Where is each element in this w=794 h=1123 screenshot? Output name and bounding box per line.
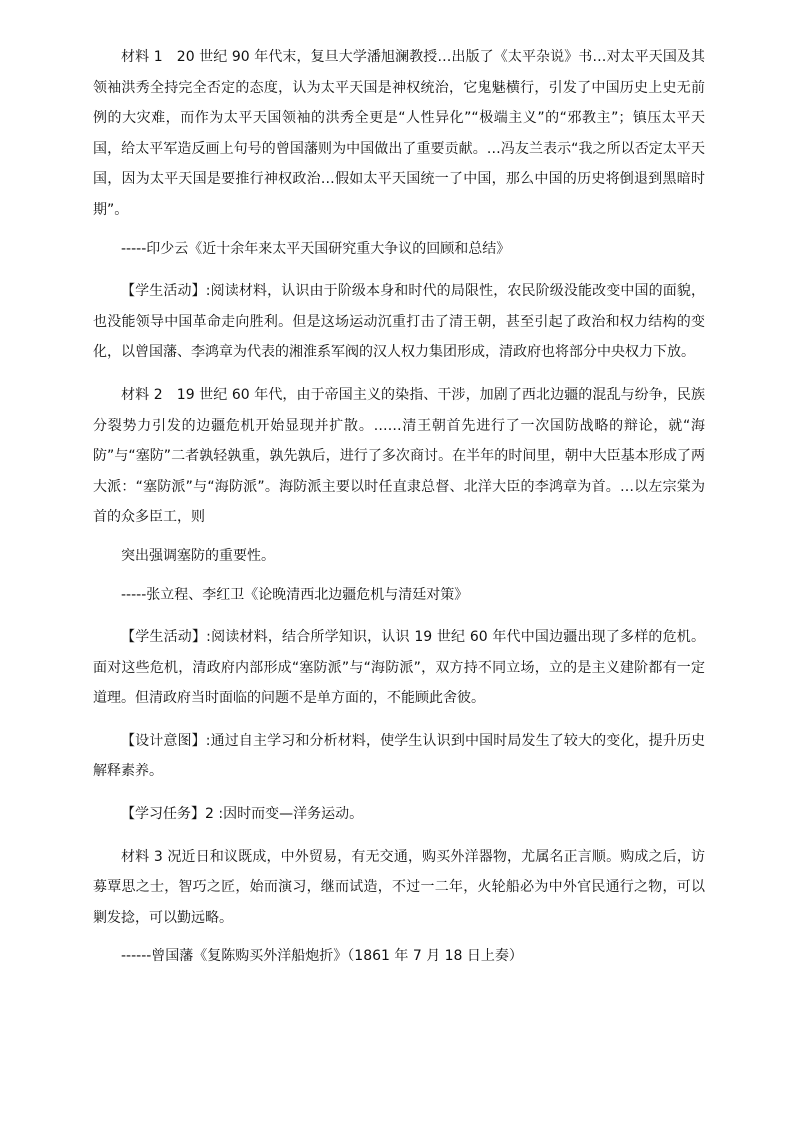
material-3-source: ------曾国藩《复陈购买外洋船炮折》（1861 年 7 月 18 日上奏） (121, 948, 523, 965)
design-intent-paragraph (93, 726, 705, 787)
student-activity-1-text: :阅读材料，认识由于阶级本身和时代的局限性，农民阶级没能改变中国的面貌，也没能领导中国革命走向胜利。但是这场运动沉重打击了清王朝，甚至引起了政治和权力结构的变化，以曾国藩、李鸿章为代表的湘淮系军阀的汉人权力集团形成，清政府也将部分中央权力下放。 (93, 283, 706, 361)
document-page (93, 42, 705, 972)
material-2-source: -----张立程、李红卫《论晚清西北边疆危机与清廷对策》 (121, 586, 469, 603)
design-intent-text: :通过自主学习和分析材料，使学生认识到中国时局发生了较大的变化，提升历史解释素养。 (93, 732, 706, 780)
material-3-paragraph: 材料 3 况近日和议既成，中外贸易，有无交通，购买外洋器物，尤属名正言顺。购成之后，访募覃思之士，智巧之匠，始而演习，继而试造，不过一二年，火轮船必为中外官民通行之物，可以剿发捻，可以勤远略。 (93, 848, 705, 926)
student-activity-1-paragraph (93, 276, 705, 368)
learning-task-paragraph (93, 799, 705, 830)
student-activity-2-text: :阅读材料，结合所学知识，认识 19 世纪 60 年代中国边疆出现了多样的危机。面对这些危机，清政府内部形成“塞防派”与“海防派”，双方持不同立场，立的是主义建阶都有一定道理。但清政府当时面临的问题不是单方面的，不能顾此舍彼。 (93, 629, 705, 707)
student-activity-tag: 【学生活动】 (121, 629, 207, 646)
material-1-source: -----印少云《近十余年来太平天国研究重大争议的回顾和总结》 (121, 240, 511, 257)
learning-task-text: 2 :因时而变—洋务运动。 (205, 806, 364, 823)
student-activity-2-paragraph (93, 622, 705, 714)
material-1-paragraph: 材料 1 20 世纪 90 年代末，复旦大学潘旭澜教授…出版了《太平杂说》书…对太平天国及其领袖洪秀全持完全否定的态度，认为太平天国是神权统治，它鬼魅横行，引发了中国历史上史无前例的大灾难，而作为太平天国领袖的洪秀全更是“人性异化”“极端主义”的“邪教主”；镇压太平天国，给太平军造反画上句号的曾国藩则为中国做出了重要贡献。…冯友兰表示“我之所以否定太平天国，因为太平天国是要推行神权政治…假如太平天国统一了中国，那么中国的历史将倒退到黑暗时期”。 (93, 49, 705, 218)
design-intent-tag: 【设计意图】 (121, 732, 206, 749)
material-2-continuation: 突出强调塞防的重要性。 (121, 547, 275, 564)
material-2-paragraph: 材料 2 19 世纪 60 年代，由于帝国主义的染指、干涉，加剧了西北边疆的混乱与纷争，民族分裂势力引发的边疆危机开始显现并扩散。……清王朝首先进行了一次国防战略的辩论，就“海防”与“塞防”二者孰轻孰重，孰先孰后，进行了多次商讨。在半年的时间里，朝中大臣基本形成了两大派：“塞防派”与“海防派”。海防派主要以时任直隶总督、北洋大臣的李鸿章为首。…以左宗棠为首的众多臣工，则 (93, 386, 705, 526)
learning-task-tag: 【学习任务】 (121, 806, 205, 823)
student-activity-tag: 【学生活动】 (121, 283, 206, 300)
